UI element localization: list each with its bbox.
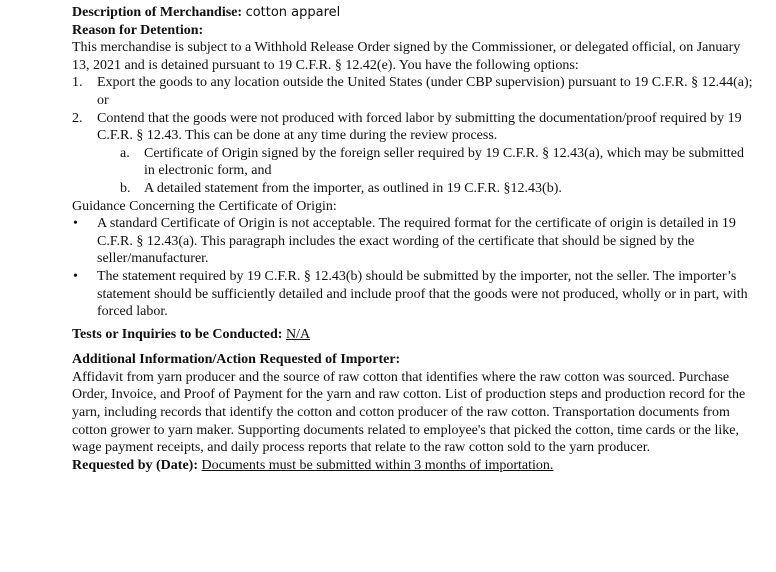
tests-value: N/A (285, 326, 311, 342)
bullet-icon: • (73, 216, 78, 232)
requested-by-line: Requested by (Date): Documents must be submitted within 3 months of importation. (72, 457, 554, 473)
guidance-text: A standard Certificate of Origin is not acceptable. The required format for the certificate of origin is detailed in 19 C.F.R. § 12.43(a). This paragraph includes the exact wording of the certificate that should be signed by the seller/manufacturer. (97, 216, 736, 267)
reason-label: Reason for Detention (72, 22, 199, 38)
option-text: Contend that the goods were not produced with forced labor by submitting the documentation/proof required by 19 C.F.R. § 12.43. This can be done at any time during the review process. (97, 110, 742, 144)
bullet-icon: • (73, 268, 78, 284)
option-item (72, 74, 756, 109)
guidance-list (72, 215, 756, 321)
guidance-item (72, 268, 756, 321)
merchandise-value: cotton apparel (245, 5, 341, 20)
subitem-text: A detailed statement from the importer, as outlined in 19 C.F.R. §12.43(b). (144, 180, 562, 196)
additional-heading: Additional Information/Action Requested of Importer: (72, 352, 401, 368)
subitem-text: Certificate of Origin signed by the foreign seller required by 19 C.F.R. § 12.43(a), which may be submitted in electronic form, and (144, 145, 744, 179)
guidance-heading: Guidance Concerning the Certificate of Origin: (72, 198, 337, 214)
option-item (72, 110, 756, 145)
option-number: 1. (72, 75, 83, 91)
subitem-letter: a. (120, 145, 130, 161)
additional-label: Additional Information/Action Requested of Importer (72, 352, 396, 368)
reason-heading: Reason for Detention: (72, 22, 204, 38)
tests-label: Tests or Inquiries to be Conducted (72, 326, 278, 342)
option-number: 2. (72, 110, 83, 126)
merchandise-label: Description of Merchandise (72, 5, 238, 20)
subitem-letter: b. (120, 180, 131, 196)
guidance-item (72, 215, 756, 268)
option-subitems-list (72, 145, 756, 198)
reason-intro: This merchandise is subject to a Withhold Release Order signed by the Commissioner, or delegated official, on January 13, 2021 and is detained pursuant to 19 C.F.R. § 12.42(e). You have the following options: (72, 40, 741, 73)
tests-line: Tests or Inquiries to be Conducted: N/A (72, 326, 311, 342)
requested-by-label: Requested by (Date) (72, 457, 194, 473)
merchandise-line: Description of Merchandise: cotton apparel (72, 5, 341, 20)
option-subitem (72, 145, 756, 180)
requested-by-value: Documents must be submitted within 3 months of importation. (201, 457, 554, 473)
guidance-text: The statement required by 19 C.F.R. § 12.43(b) should be submitted by the importer, not the seller. The importer’s statement should be sufficiently detailed and include proof that the goods were not produced, wholly or in part, with forced labor. (97, 268, 748, 320)
option-text: Export the goods to any location outside the United States (under CBP supervision) pursuant to 19 C.F.R. § 12.44(a); or (97, 75, 753, 108)
option-subitem (72, 180, 756, 198)
additional-text: Affidavit from yarn producer and the source of raw cotton that identifies where the raw cotton was sourced. Purchase Order, Invoice, and Proof of Payment for the yarn and raw cotton. List of production steps and production record for the yarn, including records that identify the cotton and cotton producer of the raw cotton. Transportation documents from cotton grower to yarn maker. Supporting documents related to employee's that picked the cotton, time cards or the like, wage payment receipts, and daily process reports that relate to the raw cotton sold to the yarn producer. (72, 369, 746, 456)
options-list (72, 74, 756, 144)
